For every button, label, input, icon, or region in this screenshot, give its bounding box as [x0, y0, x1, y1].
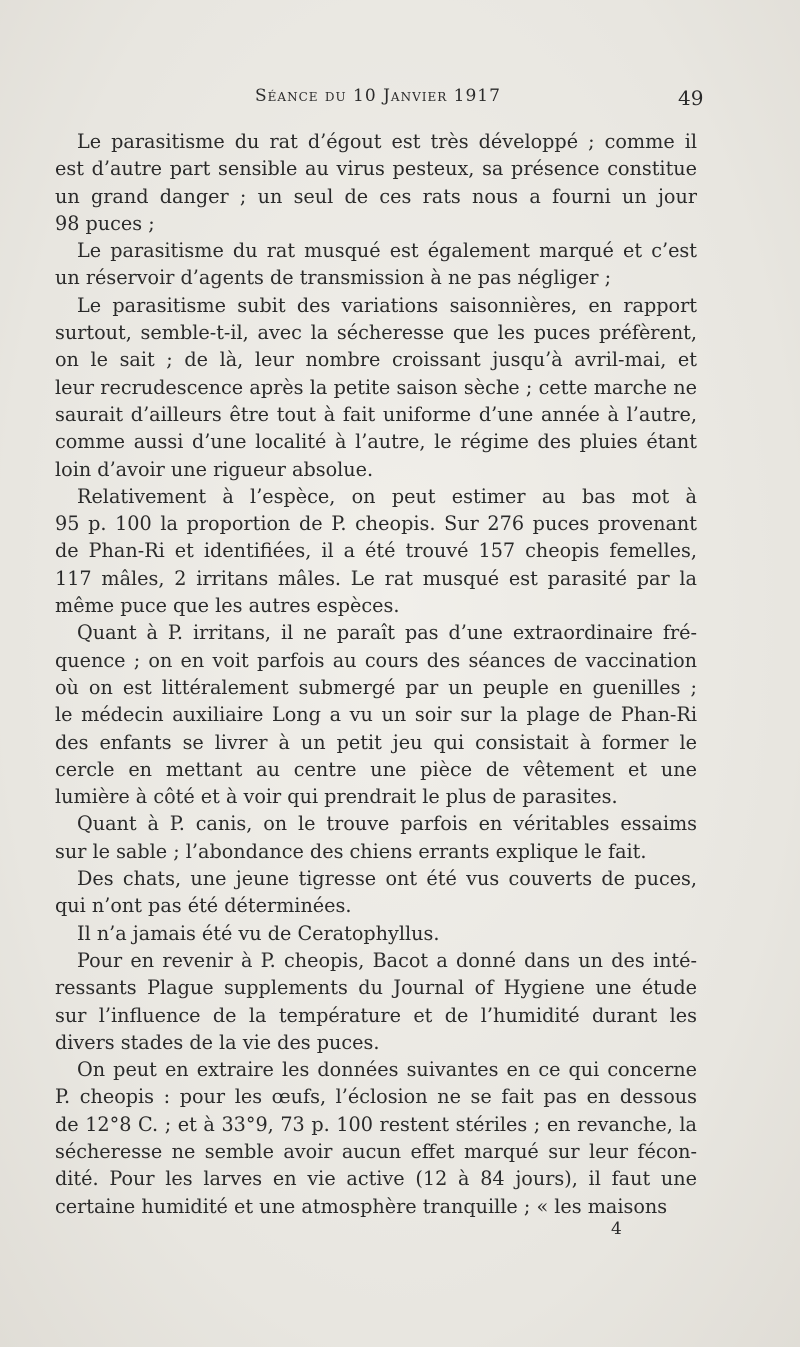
text-line: même puce que les autres espèces. [55, 594, 400, 618]
text-line: 95 p. 100 la proportion de P. cheopis. Sur 276 puces provenant [55, 512, 697, 536]
text-line: comme aussi d’une localité à l’autre, le régime des pluies étant [55, 430, 697, 454]
running-title: Séance du 10 Janvier 1917 [255, 86, 501, 106]
text-line: sécheresse ne semble avoir aucun effet marqué sur leur fécon- [55, 1139, 697, 1163]
paragraph [55, 483, 697, 619]
paragraph [55, 810, 697, 865]
page-number: 49 [678, 86, 704, 110]
paragraph [55, 619, 697, 810]
text-line: est d’autre part sensible au virus pesteux, sa présence constitue [55, 157, 697, 181]
text-line: dité. Pour les larves en vie active (12 à 84 jours), il faut une [55, 1167, 697, 1191]
text-line: surtout, semble-t-il, avec la sécheresse que les puces préfèrent, [55, 321, 697, 345]
text-line: un grand danger ; un seul de ces rats nous a fourni un jour [55, 184, 697, 208]
text-line: on le sait ; de là, leur nombre croissant jusqu’à avril-mai, et [55, 348, 697, 372]
text-line: des enfants se livrer à un petit jeu qui consistait à former le [55, 730, 697, 754]
text-line: sur le sable ; l’abondance des chiens errants explique le fait. [55, 839, 647, 863]
text-line: de 12°8 C. ; et à 33°9, 73 p. 100 restent stériles ; en revanche, la [55, 1112, 697, 1136]
text-line: leur recrudescence après la petite saison sèche ; cette marche ne [55, 375, 697, 399]
text-line: lumière à côté et à voir qui prendrait le plus de parasites. [55, 785, 618, 809]
text-line: P. cheopis : pour les œufs, l’éclosion ne se fait pas en dessous [55, 1085, 697, 1109]
text-line: qui n’ont pas été déterminées. [55, 894, 352, 918]
text-line: quence ; on en voit parfois au cours des séances de vaccination [55, 648, 697, 672]
text-line: Des chats, une jeune tigresse ont été vus couverts de puces, [77, 867, 697, 891]
text-line: 117 mâles, 2 irritans mâles. Le rat musqué est parasité par la [55, 566, 697, 590]
text-line: saurait d’ailleurs être tout à fait uniforme d’une année à l’autre, [55, 402, 697, 426]
text-line: de Phan-Ri et identifiées, il a été trouvé 157 cheopis femelles, [55, 539, 697, 563]
paragraph [55, 1056, 697, 1220]
paragraph [55, 128, 697, 237]
text-line: Il n’a jamais été vu de Ceratophyllus. [77, 921, 440, 945]
text-line: Relativement à l’espèce, on peut estimer au bas mot à [77, 484, 697, 508]
text-line: Quant à P. canis, on le trouve parfois en véritables essaims [77, 812, 697, 836]
paragraph [55, 947, 697, 1056]
text-line: certaine humidité et une atmosphère tranquille ; « les maisons [55, 1194, 668, 1218]
text-line: On peut en extraire les données suivantes en ce qui concerne [77, 1058, 697, 1082]
text-line: cercle en mettant au centre une pièce de vêtement et une [55, 757, 697, 781]
text-line: Le parasitisme du rat musqué est également marqué et c’est [77, 239, 697, 263]
text-line: Le parasitisme du rat d’égout est très développé ; comme il [77, 130, 697, 153]
text-line: divers stades de la vie des puces. [55, 1030, 380, 1054]
paragraph [55, 237, 697, 292]
paragraph [55, 920, 697, 947]
body-text [55, 128, 697, 1220]
paragraph [55, 292, 697, 483]
paragraph [55, 865, 697, 920]
text-line: un réservoir d’agents de transmission à ne pas négliger ; [55, 266, 612, 290]
text-line: Pour en revenir à P. cheopis, Bacot a donné dans un des inté- [77, 948, 697, 972]
text-line: 98 puces ; [55, 211, 155, 235]
text-line: sur l’influence de la température et de l’humidité durant les [55, 1003, 697, 1027]
text-line: où on est littéralement submergé par un peuple en guenilles ; [55, 675, 697, 699]
text-line: loin d’avoir une rigueur absolue. [55, 457, 374, 481]
page-header [0, 86, 800, 116]
text-line: Le parasitisme subit des variations saisonnières, en rapport [77, 293, 697, 317]
signature-mark: 4 [611, 1219, 622, 1239]
text-line: le médecin auxiliaire Long a vu un soir sur la plage de Phan-Ri [55, 703, 697, 727]
text-line: ressants Plague supplements du Journal of Hygiene une étude [55, 976, 697, 1000]
text-line: Quant à P. irritans, il ne paraît pas d’une extraordinaire fré- [77, 621, 697, 645]
